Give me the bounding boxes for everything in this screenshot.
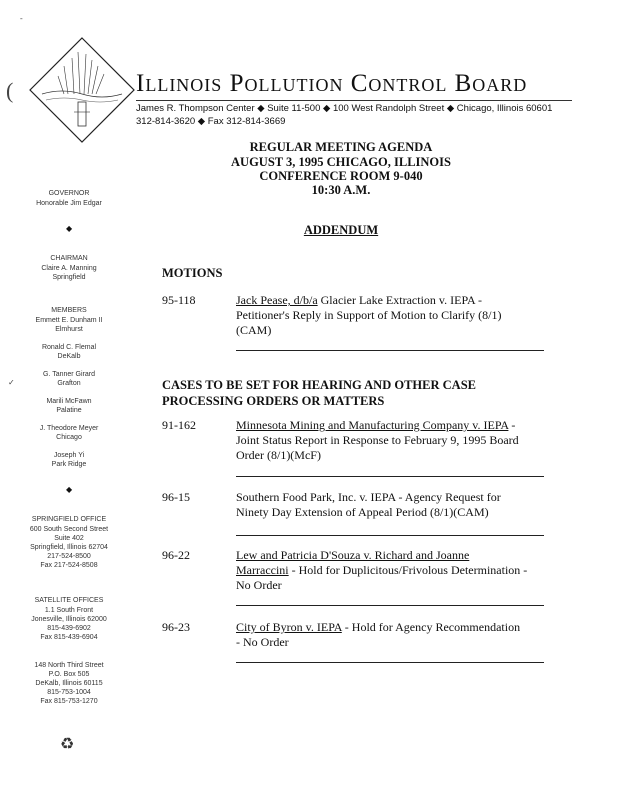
case-text-part: - Hold for Duplicitous/Frivolous Determination - xyxy=(288,563,528,577)
recycle-icon: ♻ xyxy=(60,736,75,753)
dekalb-line: 148 North Third Street xyxy=(34,662,104,669)
satellite-line: Jonesville, Illinois 62000 xyxy=(31,616,107,623)
dekalb-line: 815-753-1004 xyxy=(47,689,91,696)
signature-line xyxy=(236,476,544,477)
case-text-part: Glacier Lake Extraction v. IEPA - xyxy=(317,293,483,307)
chairman-city: Springfield xyxy=(52,274,86,281)
scan-mark: ✓ xyxy=(8,378,15,387)
board-logo xyxy=(28,36,136,144)
member-city: Palatine xyxy=(56,407,82,414)
case-description xyxy=(236,548,554,593)
springfield-line: Suite 402 xyxy=(54,535,84,542)
signature-line xyxy=(236,662,544,663)
section-cases xyxy=(162,377,476,409)
satellite-line: 1.1 South Front xyxy=(44,607,94,614)
case-description xyxy=(236,620,554,650)
case-text-part: - xyxy=(508,418,516,432)
member-city: Park Ridge xyxy=(51,461,87,468)
section-cases-line: CASES TO BE SET FOR HEARING AND OTHER CASE xyxy=(162,378,476,392)
member-city: DeKalb xyxy=(57,353,81,360)
dekalb-line: DeKalb, Illinois 60115 xyxy=(35,680,103,687)
case-text-part: Order (8/1)(McF) xyxy=(236,448,321,462)
case-text-part: Joint Status Report in Response to February 9, 1995 Board xyxy=(236,433,519,447)
case-text-part: Petitioner's Reply in Support of Motion to Clarify (8/1) xyxy=(236,308,502,322)
member-name: Emmett E. Dunham II xyxy=(35,317,103,324)
agenda-date-place: AUGUST 3, 1995 CHICAGO, ILLINOIS xyxy=(231,155,451,169)
case-description xyxy=(236,418,554,463)
section-cases-line: PROCESSING ORDERS OR MATTERS xyxy=(162,394,385,408)
member-name: Marili McFawn xyxy=(46,398,92,405)
case-number: 95-118 xyxy=(162,293,196,307)
member-city: Grafton xyxy=(57,380,81,387)
signature-line xyxy=(236,350,544,351)
board-address: James R. Thompson Center ◆ Suite 11-500 ◆ 100 West Randolph Street ◆ Chicago, Illinois 60601 xyxy=(136,103,553,114)
case-number: 91-162 xyxy=(162,418,196,432)
member-name: Joseph Yi xyxy=(53,452,85,459)
signature-line xyxy=(236,605,544,606)
satellite-line: 815-439-6902 xyxy=(47,625,91,632)
agenda-time: 10:30 A.M. xyxy=(311,183,371,197)
member-city: Chicago xyxy=(56,434,82,441)
case-number: 96-22 xyxy=(162,548,190,562)
case-party: Jack Pease, d/b/a xyxy=(236,293,318,307)
member-name: G. Tanner Girard xyxy=(42,371,95,378)
governor-heading: GOVERNOR xyxy=(48,190,90,197)
case-text-part: (CAM) xyxy=(236,323,272,337)
chairman-heading: CHAIRMAN xyxy=(50,255,88,262)
springfield-line: 217-524-8500 xyxy=(47,553,91,560)
satellite-offices-heading: SATELLITE OFFICES xyxy=(34,597,104,604)
dekalb-line: P.O. Box 505 xyxy=(48,671,90,678)
case-text-part: - No Order xyxy=(236,635,289,649)
case-text-part: Ninety Day Extension of Appeal Period (8/1)(CAM) xyxy=(236,505,489,519)
agenda-room: CONFERENCE ROOM 9-040 xyxy=(259,169,423,183)
case-text-part: No Order xyxy=(236,578,282,592)
dekalb-line: Fax 815-753-1270 xyxy=(40,698,98,705)
member-name: J. Theodore Meyer xyxy=(39,425,99,432)
member-name: Ronald C. Flemal xyxy=(41,344,97,351)
signature-line xyxy=(236,535,544,536)
scan-mark: - xyxy=(20,14,23,23)
chairman-name: Claire A. Manning xyxy=(41,265,97,272)
board-phone: 312-814-3620 ◆ Fax 312-814-3669 xyxy=(136,116,286,127)
case-party: Lew and Patricia D'Souza v. Richard and Joanne xyxy=(236,548,470,562)
separator-diamond-icon: ◆ xyxy=(66,485,73,494)
agenda-title: REGULAR MEETING AGENDA xyxy=(249,140,433,154)
case-description xyxy=(236,293,554,338)
springfield-office-heading: SPRINGFIELD OFFICE xyxy=(31,516,107,523)
springfield-line: 600 South Second Street xyxy=(29,526,109,533)
separator-diamond-icon: ◆ xyxy=(66,224,73,233)
governor-name: Honorable Jim Edgar xyxy=(36,200,102,207)
scan-mark: ( xyxy=(6,78,14,103)
satellite-line: Fax 815-439-6904 xyxy=(40,634,98,641)
section-motions: MOTIONS xyxy=(162,266,223,280)
title-divider xyxy=(136,100,572,101)
member-city: Elmhurst xyxy=(55,326,83,333)
case-text-part: Southern Food Park, Inc. v. IEPA - Agency Request for xyxy=(236,490,501,504)
members-heading: MEMBERS xyxy=(51,307,87,314)
case-text-part: - Hold for Agency Recommendation xyxy=(341,620,521,634)
case-description xyxy=(236,490,554,520)
case-number: 96-15 xyxy=(162,490,190,504)
board-name: Illinois Pollution Control Board xyxy=(136,70,528,97)
case-party: City of Byron v. IEPA xyxy=(236,620,342,634)
springfield-line: Springfield, Illinois 62704 xyxy=(30,544,108,551)
addendum-heading: ADDENDUM xyxy=(303,223,379,237)
case-party: Marraccini xyxy=(236,563,289,577)
springfield-line: Fax 217-524-8508 xyxy=(40,562,98,569)
case-number: 96-23 xyxy=(162,620,190,634)
case-party: Minnesota Mining and Manufacturing Company v. IEPA xyxy=(236,418,509,432)
